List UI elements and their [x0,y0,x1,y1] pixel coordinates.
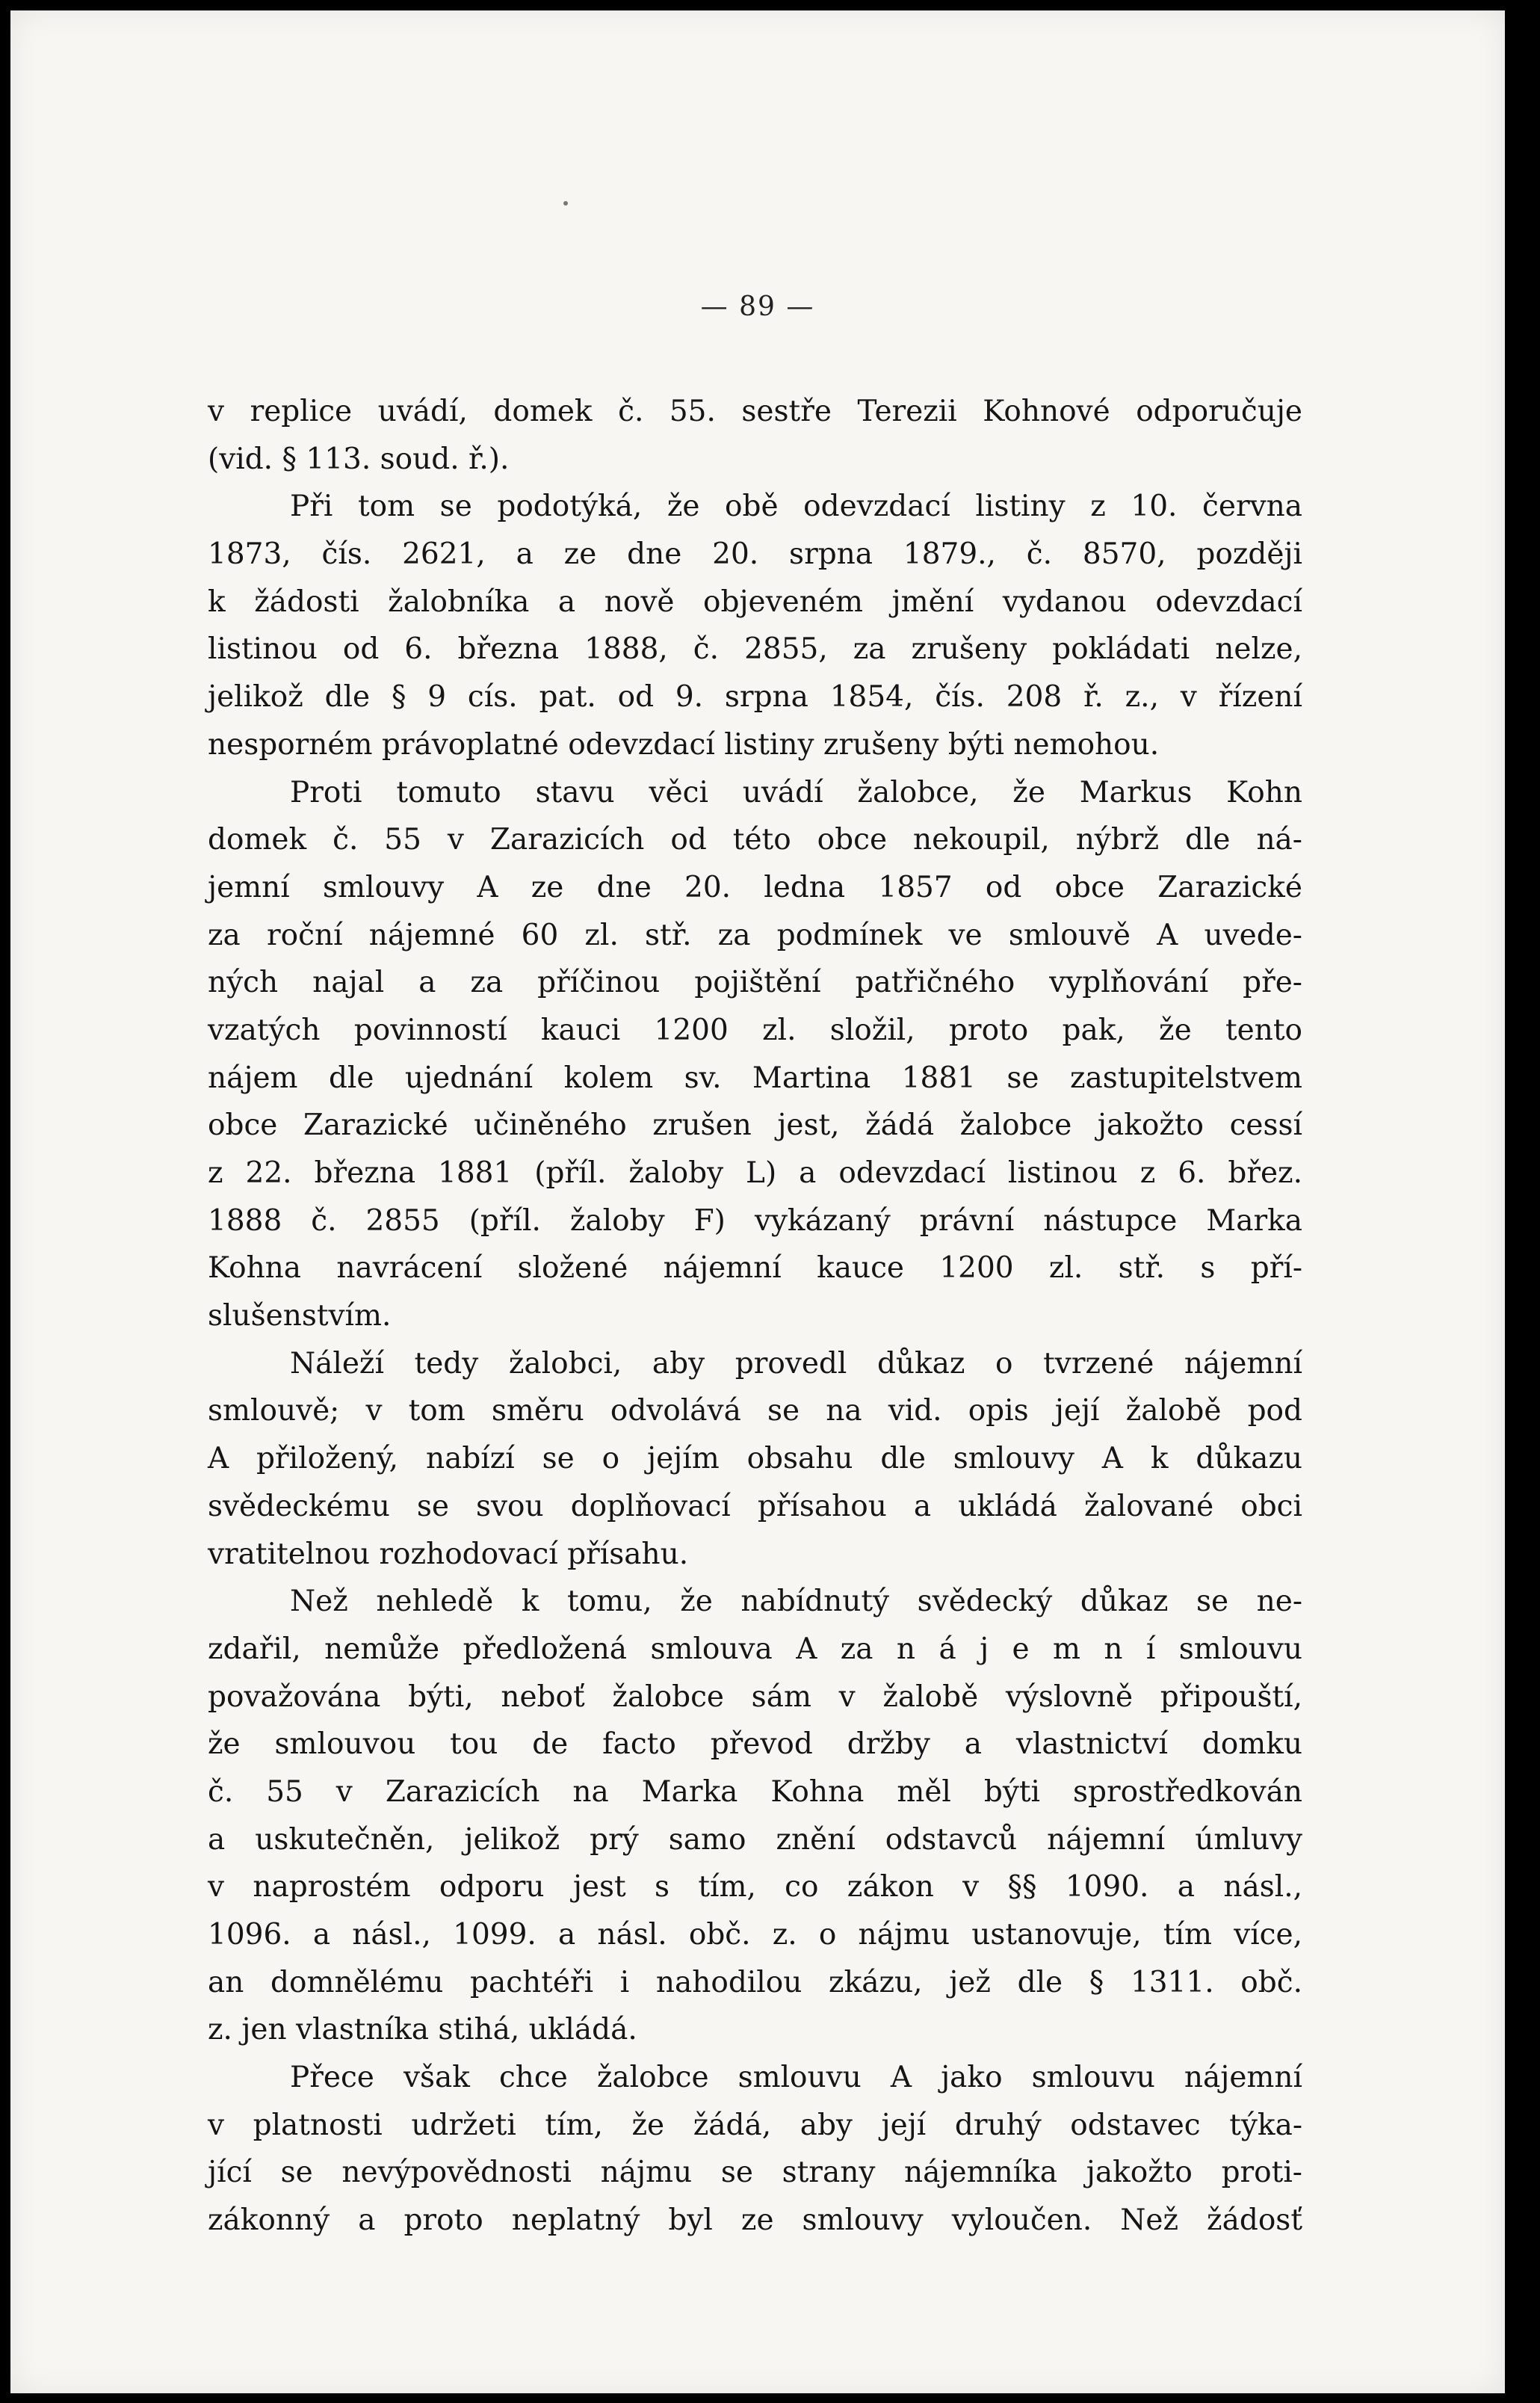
text-line: an domnělému pachtéři i nahodilou zkázu, jež dle § 1311. obč. [208,1965,1302,1999]
text-line: že smlouvou tou de facto převod držby a vlastnictví domku [208,1727,1302,1762]
text-line: a uskutečněn, jelikož prý samo znění odstavců nájemní úmluvy [208,1822,1302,1857]
text-line: jemní smlouvy A ze dne 20. ledna 1857 od obce Zarazické [208,870,1302,904]
page-number: — 89 — [700,291,815,322]
text-line: vzatých povinností kauci 1200 zl. složil, proto pak, že tento [208,1013,1302,1047]
text-line: Při tom se podotýká, že obě odevzdací listiny z 10. června [290,490,1302,524]
text-line: ných najal a za příčinou pojištění patřičného vyplňování pře- [208,966,1302,1000]
text-line: 1888 č. 2855 (příl. žaloby F) vykázaný právní nástupce Marka [208,1203,1302,1238]
text-line: nesporném právoplatné odevzdací listiny zrušeny býti nemohou. [208,727,1160,762]
text-line: Než nehledě k tomu, že nabídnutý svědecký důkaz se ne- [290,1585,1302,1619]
text-line: Kohna navrácení složené nájemní kauce 1200 zl. stř. s pří- [208,1251,1302,1286]
text-line: listinou od 6. března 1888, č. 2855, za zrušeny pokládati nelze, [208,632,1302,667]
book-page [10,10,1505,2393]
text-line: považována býti, neboť žalobce sám v žalobě výslovně připouští, [208,1679,1302,1714]
text-line: z. jen vlastníka stihá, ukládá. [208,2013,637,2047]
text-line: A přiložený, nabízí se o jejím obsahu dle smlouvy A k důkazu [208,1442,1302,1476]
text-line: Proti tomuto stavu věci uvádí žalobce, že Markus Kohn [290,775,1302,809]
body-text [208,388,1302,2245]
text-line: 1873, čís. 2621, a ze dne 20. srpna 1879., č. 8570, později [208,537,1302,572]
text-line: vratitelnou rozhodovací přísahu. [208,1537,689,1571]
text-line: č. 55 v Zarazicích na Marka Kohna měl býti sprostředkován [208,1774,1302,1809]
text-line: za roční nájemné 60 zl. stř. za podmínek ve smlouvě A uvede- [208,918,1302,952]
text-line: zákonný a proto neplatný byl ze smlouvy vyloučen. Než žádosť [208,2203,1302,2238]
text-line: obce Zarazické učiněného zrušen jest, žádá žalobce jakožto cessí [208,1108,1302,1143]
text-line: v platnosti udržeti tím, že žádá, aby její druhý odstavec týka- [208,2108,1302,2142]
text-line: v naprostém odporu jest s tím, co zákon v §§ 1090. a násl., [208,1870,1302,1904]
text-line: jelikož dle § 9 cís. pat. od 9. srpna 1854, čís. 208 ř. z., v řízení [208,680,1302,715]
text-line: jící se nevýpovědnosti nájmu se strany nájemníka jakožto proti- [208,2156,1302,2190]
text-line: domek č. 55 v Zarazicích od této obce nekoupil, nýbrž dle ná- [208,823,1302,857]
text-line: z 22. března 1881 (příl. žaloby L) a odevzdací listinou z 6. břez. [208,1156,1302,1190]
text-line: (vid. § 113. soud. ř.). [208,442,510,476]
text-line: v replice uvádí, domek č. 55. sestře Terezii Kohnové odporučuje [208,395,1302,428]
text-line: zdařil, nemůže předložená smlouva A za n á j e m n í smlouvu [208,1632,1302,1666]
speck [563,201,568,206]
text-line: slušenstvím. [208,1299,392,1333]
text-line: svědeckému se svou doplňovací přísahou a ukládá žalované obci [208,1489,1302,1523]
text-line: k žádosti žalobníka a nově objeveném jmění vydanou odevzdací [208,584,1302,619]
text-line: smlouvě; v tom směru odvolává se na vid. opis její žalobě pod [208,1394,1302,1428]
text-line: 1096. a násl., 1099. a násl. obč. z. o nájmu ustanovuje, tím více, [208,1918,1302,1952]
text-line: Přece však chce žalobce smlouvu A jako smlouvu nájemní [290,2061,1302,2095]
text-line: nájem dle ujednání kolem sv. Martina 1881 se zastupitelstvem [208,1061,1302,1095]
text-line: Náleží tedy žalobci, aby provedl důkaz o tvrzené nájemní [290,1346,1302,1381]
